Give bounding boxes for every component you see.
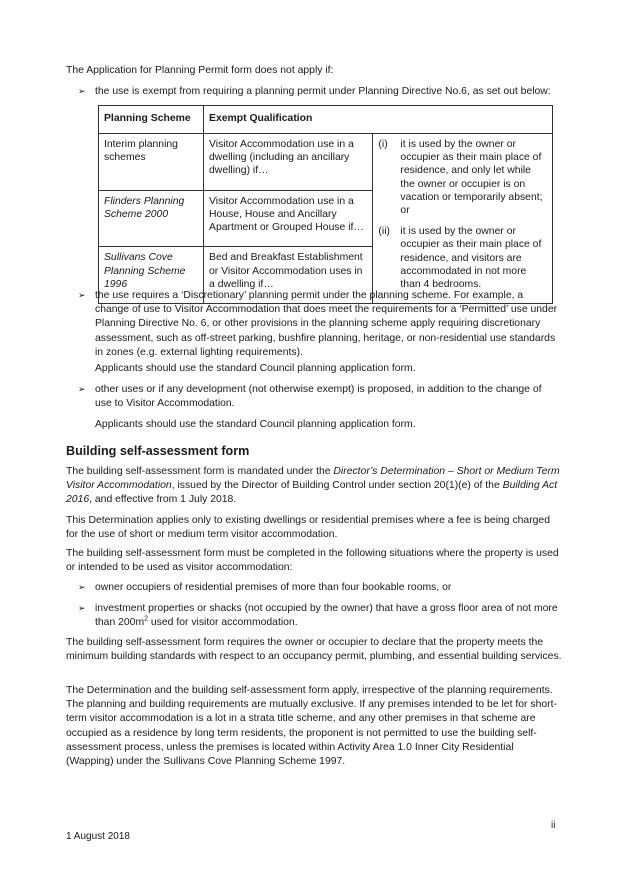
table-cell-scheme: Sullivans Cove Planning Scheme 1996 (99, 247, 204, 304)
table-header-row (99, 106, 553, 134)
table-cell-use: Bed and Breakfast Establishment or Visitor Accommodation uses in a dwelling if… (204, 247, 373, 304)
page-number: ii (551, 820, 556, 831)
bullet-exempt-use: ➢ the use is exempt from requiring a planning permit under Planning Directive No.6, as set out below: (78, 85, 558, 99)
table-cell-scheme: Interim planning schemes (99, 134, 204, 191)
footer-date: 1 August 2018 (66, 831, 130, 842)
bullet-investment-properties: ➢ investment properties or shacks (not occupied by the owner) that have a gross floor area of not more than $200m^2$ used for visitor accommodation. (78, 603, 558, 629)
applicants-note-1: Applicants should use the standard Council planning application form. (95, 363, 416, 374)
section-heading: Building self-assessment form (66, 444, 250, 458)
paragraph-determination: This Determination applies only to existing dwellings or residential premises where a fee is being charged for the use of short or medium term visitor accommodation. (66, 515, 550, 541)
arrow-bullet-icon: ➢ (78, 385, 86, 395)
table-cell-use: Visitor Accommodation use in a dwelling (including an ancillary dwelling) if… (204, 134, 373, 191)
bullet-owner-occupiers: ➢ owner occupiers of residential premises of more than four bookable rooms, or (78, 581, 558, 595)
paragraph-exclusivity: The Determination and the building self-assessment form apply, irrespective of the planning requirements. The planning and building requirements are mutually exclusive. If any premises intended to be let for short-term visitor accommodation is a lot in a strata title scheme, and any other premises in that scheme are occupied as a residence by long term residents, the proponent is not permitted to use the building self-assessment process, unless the premises is located within Activity Area 1.0 Inner City Residential (Wapping) under the Sullivans Cove Planning Scheme 1997. (66, 685, 557, 768)
paragraph-mandate: The building self-assessment form is mandated under the Director’s Determination – Short or Medium Term Visitor Accommodation, issued by the Director of Building Control under section 20(1)(e) of the Building Act 2016, and effective from 1 July 2018. (66, 466, 560, 506)
table-cell-qualifications (373, 134, 553, 304)
arrow-bullet-icon: ➢ (78, 583, 86, 593)
table-header-qualification: Exempt Qualification (204, 106, 553, 134)
exempt-qualification-table (98, 105, 553, 304)
arrow-bullet-icon: ➢ (78, 604, 86, 614)
qualification-item: (i) it is used by the owner or occupier as their main place of residence, and only let while the owner or occupier is on vacation or temporarily absent; or (378, 139, 543, 217)
bullet-other-uses: ➢ other uses or if any development (not otherwise exempt) is proposed, in addition to the change of use to Visitor Accommodation. (78, 384, 542, 410)
paragraph-requirements: The building self-assessment form requires the owner or occupier to declare that the property meets the minimum building standards with respect to an occupancy permit, plumbing, and essential building services. (66, 637, 562, 663)
table-row (99, 134, 553, 191)
applicants-note-2: Applicants should use the standard Council planning application form. (95, 419, 416, 430)
arrow-bullet-icon: ➢ (78, 291, 86, 301)
intro-text: The Application for Planning Permit form does not apply if: (66, 65, 334, 76)
qualification-item: (ii) it is used by the owner or occupier as their main place of residence, and visitors are accommodated in not more than 4 bedrooms. (378, 226, 542, 291)
bullet-discretionary: ➢ the use requires a ‘Discretionary’ planning permit under the planning scheme. For example, a change of use to Visitor Accommodation that does meet the requirements for a ‘Permitted’ use under Planning Directive No. 6, or other provisions in the planning scheme apply requiring discretionary assessment, such as off-street parking, bushfire planning, heritage, or non-residential use standards in zones (e.g. external lighting requirements). (78, 290, 558, 358)
table-cell-use: Visitor Accommodation use in a House, House and Ancillary Apartment or Grouped House if… (204, 190, 373, 247)
paragraph-situations: The building self-assessment form must be completed in the following situations where the property is used or intended to be used as visitor accommodation: (66, 548, 559, 574)
table-header-scheme: Planning Scheme (99, 106, 204, 134)
table-cell-scheme: Flinders Planning Scheme 2000 (99, 190, 204, 247)
arrow-bullet-icon: ➢ (78, 87, 86, 97)
